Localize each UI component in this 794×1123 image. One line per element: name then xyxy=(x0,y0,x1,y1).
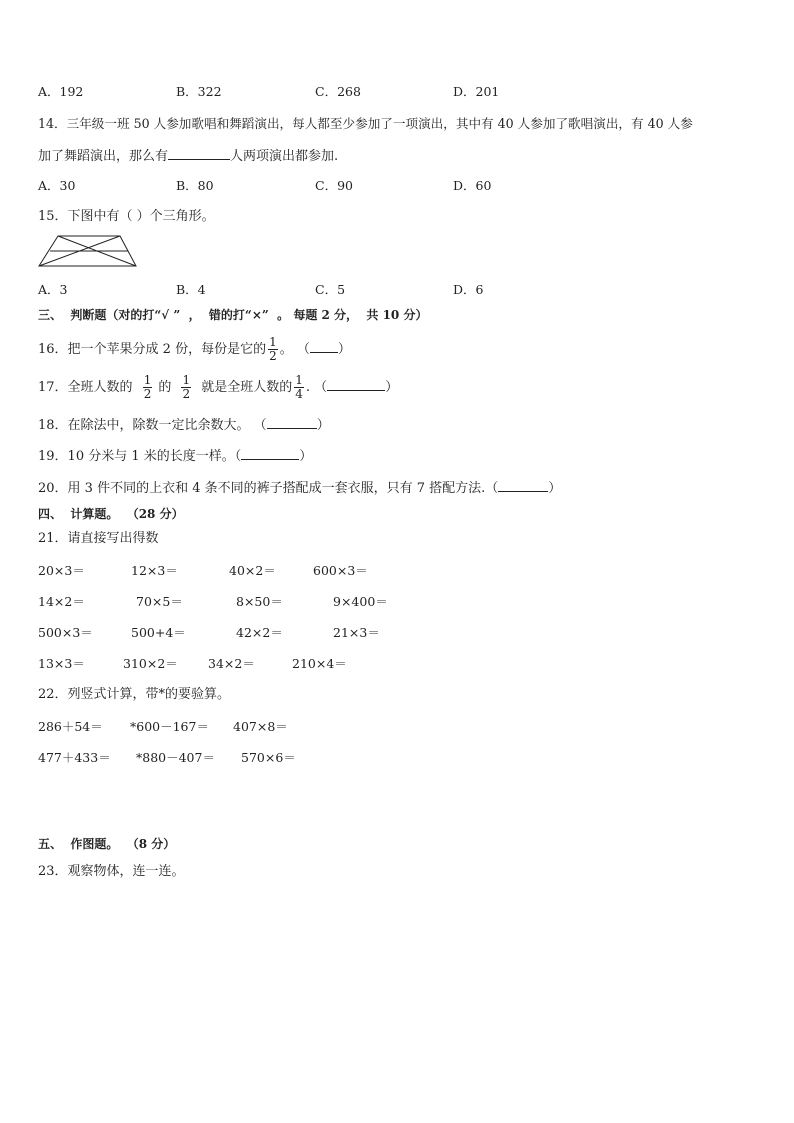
q16-paren-close: ） xyxy=(337,342,351,357)
q16-answer-blank xyxy=(310,340,338,353)
section-3-heading: 三、 判断题（对的打“√ ” ， 错的打“×” 。 每题 2 分， 共 10 分） xyxy=(38,308,428,322)
q14-answer-blank xyxy=(168,147,230,160)
q22-item: *880－407＝ xyxy=(136,750,215,765)
q21-title: 21．请直接写出得数 xyxy=(38,531,159,546)
section-5-heading: 五、 作图题。 （8 分） xyxy=(38,837,176,851)
q21-item: 34×2＝ xyxy=(208,656,255,671)
fraction-denominator: 2 xyxy=(269,349,277,363)
q22-item: 477＋433＝ xyxy=(38,750,111,765)
q16-fraction xyxy=(268,336,278,363)
q22-title: 22．列竖式计算，带*的要验算。 xyxy=(38,687,231,702)
q21-item: 600×3＝ xyxy=(313,563,368,578)
q19-paren-close: ） xyxy=(299,449,313,464)
fraction-numerator: 1 xyxy=(182,373,191,387)
q13-option-c: C．268 xyxy=(315,84,361,99)
fraction-denominator: 2 xyxy=(143,387,152,401)
fraction-denominator: 4 xyxy=(295,387,303,401)
q13-option-d: D．201 xyxy=(453,84,500,99)
q15-option-c: C．5 xyxy=(315,282,346,297)
q21-item: 12×3＝ xyxy=(131,563,178,578)
q16-text: 16．把一个苹果分成 2 份，每份是它的 xyxy=(38,342,267,357)
q17-text-1: 17．全班人数的 xyxy=(38,380,133,395)
q17-fraction-1 xyxy=(143,374,153,401)
q21-item: 500×3＝ xyxy=(38,625,93,640)
q19 xyxy=(38,447,312,465)
q22-item: *600－167＝ xyxy=(130,719,209,734)
q21-item: 14×2＝ xyxy=(38,594,85,609)
q16 xyxy=(38,335,351,365)
q21-item: 13×3＝ xyxy=(38,656,85,671)
q17-fraction-2 xyxy=(181,374,191,401)
q21-item: 8×50＝ xyxy=(236,594,283,609)
q22-item: 570×6＝ xyxy=(241,750,296,765)
q14-option-c: C．90 xyxy=(315,178,353,193)
q17 xyxy=(38,373,398,403)
q18-text: 18．在除法中，除数一定比余数大。 （ xyxy=(38,418,267,433)
q21-item: 9×400＝ xyxy=(333,594,388,609)
q16-paren-open: 。 （ xyxy=(279,342,310,357)
q18-paren-close: ） xyxy=(316,418,330,433)
q21-item: 310×2＝ xyxy=(123,656,178,671)
q20-answer-blank xyxy=(498,479,548,492)
q21-item: 21×3＝ xyxy=(333,625,380,640)
q20-text: 20．用 3 件不同的上衣和 4 条不同的裤子搭配成一套衣服，只有 7 搭配方法.（ xyxy=(38,481,499,496)
q15-text: 15．下图中有（ ）个三角形。 xyxy=(38,209,215,224)
q18-answer-blank xyxy=(267,416,317,429)
q15-option-b: B．4 xyxy=(176,282,206,297)
q20-paren-close: ） xyxy=(548,481,562,496)
q14-text-part2: 人两项演出都参加. xyxy=(230,149,339,164)
q13-option-a: A．192 xyxy=(38,84,84,99)
q22-item: 407×8＝ xyxy=(233,719,288,734)
q17-text-3: 就是全班人数的 xyxy=(201,380,293,395)
q17-fraction-3 xyxy=(294,374,304,401)
q14-text-line1: 14．三年级一班 50 人参加歌唱和舞蹈演出，每人都至少参加了一项演出，其中有 40 人参加了歌唱演出，有 40 人参 xyxy=(38,116,693,131)
q21-item: 500+4＝ xyxy=(131,625,186,640)
q21-item: 210×4＝ xyxy=(292,656,347,671)
q23-title: 23．观察物体，连一连。 xyxy=(38,864,185,879)
q15-trapezoid-figure xyxy=(36,233,140,269)
q17-answer-blank xyxy=(327,378,385,391)
fraction-numerator: 1 xyxy=(295,373,303,387)
q14-text-part1: 加了舞蹈演出，那么有 xyxy=(38,149,169,164)
q17-paren-close: ） xyxy=(385,380,399,395)
q21-item: 70×5＝ xyxy=(136,594,183,609)
q17-paren-open: . （ xyxy=(305,380,328,395)
q13-option-b: B．322 xyxy=(176,84,222,99)
q17-text-2: 的 xyxy=(158,380,172,395)
fraction-numerator: 1 xyxy=(269,335,277,349)
q20 xyxy=(38,479,561,497)
q21-item: 42×2＝ xyxy=(236,625,283,640)
q19-answer-blank xyxy=(241,447,299,460)
q21-item: 40×2＝ xyxy=(229,563,276,578)
q14-text-line2 xyxy=(38,147,338,165)
q14-option-d: D．60 xyxy=(453,178,492,193)
q18 xyxy=(38,416,330,434)
fraction-numerator: 1 xyxy=(143,373,152,387)
q14-option-b: B．80 xyxy=(176,178,214,193)
q21-item: 20×3＝ xyxy=(38,563,85,578)
q15-option-a: A．3 xyxy=(38,282,68,297)
fraction-denominator: 2 xyxy=(182,387,191,401)
q22-item: 286＋54＝ xyxy=(38,719,103,734)
q15-option-d: D．6 xyxy=(453,282,484,297)
section-4-heading: 四、 计算题。 （28 分） xyxy=(38,507,184,521)
q14-option-a: A．30 xyxy=(38,178,76,193)
q19-text: 19．10 分米与 1 米的长度一样。（ xyxy=(38,449,242,464)
